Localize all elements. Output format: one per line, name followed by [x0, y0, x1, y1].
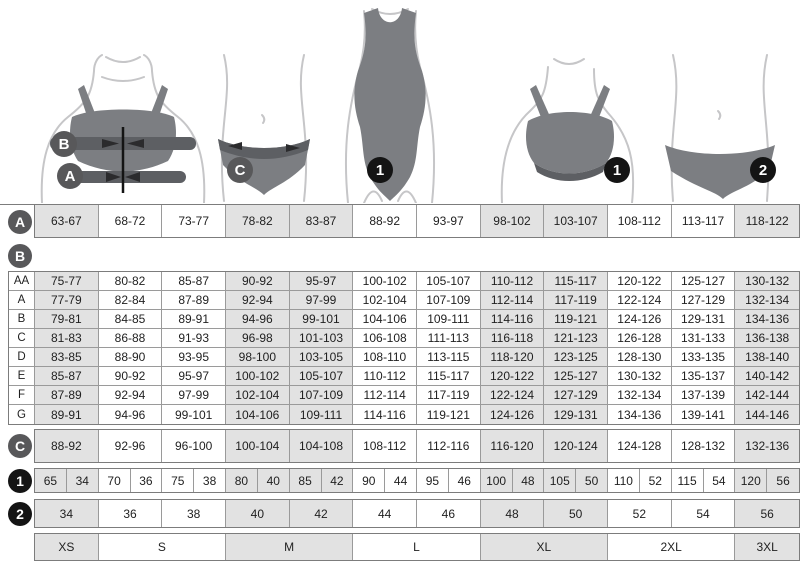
hips-cell: 116-120 [481, 430, 545, 462]
bust-cell: 129-131 [672, 310, 736, 328]
bust-cell: 100-102 [226, 367, 290, 385]
bust-cell: 123-125 [544, 348, 608, 366]
row-underbust [0, 205, 800, 238]
numeric-size-cell: 56 [735, 500, 799, 527]
intl-size-cell: S [99, 534, 226, 560]
bust-cell: 122-124 [481, 386, 545, 404]
hips-cell: 128-132 [672, 430, 736, 462]
figure-badge-2-panties: 2 [750, 157, 776, 183]
bust-cell: 89-91 [162, 310, 226, 328]
bust-cell: 132-134 [735, 291, 799, 309]
underbust-cell: 78-82 [226, 205, 290, 237]
cup-label: A [9, 291, 35, 309]
underbust-cell: 113-117 [672, 205, 736, 237]
intl-size-cell: XL [481, 534, 608, 560]
figure-badge-1-swimsuit: 1 [367, 157, 393, 183]
bra-size-cell: 34 [67, 469, 99, 492]
bust-cell: 113-115 [417, 348, 481, 366]
bra-size-cell: 95 [417, 469, 449, 492]
bra-size-cell: 54 [704, 469, 736, 492]
bust-cell: 84-85 [99, 310, 163, 328]
panties-illustration [645, 53, 795, 203]
bust-cell: 136-138 [735, 329, 799, 347]
bust-cell: 108-110 [353, 348, 417, 366]
bra-size-cell: 105 [544, 469, 576, 492]
underbust-cell: 68-72 [99, 205, 163, 237]
numeric-size-cell: 46 [417, 500, 481, 527]
bust-cell: 85-87 [35, 367, 99, 385]
bust-cell: 107-109 [417, 291, 481, 309]
bust-cell: 122-124 [608, 291, 672, 309]
bust-cell: 75-77 [35, 272, 99, 290]
bust-cell: 129-131 [544, 405, 608, 424]
bust-cell: 99-101 [162, 405, 226, 424]
row-numeric-sizes [0, 499, 800, 528]
bra-size-cell: 75 [162, 469, 194, 492]
bra-measurement-figure [28, 33, 218, 203]
badge-b-line [0, 240, 800, 271]
hips-cell: 104-108 [290, 430, 354, 462]
bra-size-cell: 56 [767, 469, 799, 492]
underbust-cell: 98-102 [481, 205, 545, 237]
cup-label: C [9, 329, 35, 347]
bust-cell: 90-92 [99, 367, 163, 385]
bust-cell: 79-81 [35, 310, 99, 328]
bust-cell: 104-106 [353, 310, 417, 328]
cup-label: E [9, 367, 35, 385]
bust-cell: 138-140 [735, 348, 799, 366]
intl-size-cell: 3XL [735, 534, 799, 560]
bra-size-cell: 38 [194, 469, 226, 492]
figure-badge-b: B [51, 131, 77, 157]
badge-b: B [8, 244, 32, 268]
bust-cell: 81-83 [35, 329, 99, 347]
bust-cell: 117-119 [544, 291, 608, 309]
bust-cell: 95-97 [290, 272, 354, 290]
cup-label: D [9, 348, 35, 366]
badge-a: A [8, 210, 32, 234]
underbust-cell: 103-107 [544, 205, 608, 237]
bust-cell: 110-112 [353, 367, 417, 385]
bust-cell: 132-134 [608, 386, 672, 404]
bra-size-cell: 65 [35, 469, 67, 492]
bust-cell: 127-129 [672, 291, 736, 309]
bust-cell: 134-136 [608, 405, 672, 424]
badge-2: 2 [8, 502, 32, 526]
underbust-cell: 73-77 [162, 205, 226, 237]
bust-cell: 133-135 [672, 348, 736, 366]
bust-cell: 120-122 [481, 367, 545, 385]
cup-row-f [9, 386, 799, 405]
bust-cell: 95-97 [162, 367, 226, 385]
bust-cell: 100-102 [353, 272, 417, 290]
underbust-cell: 108-112 [608, 205, 672, 237]
bust-cell: 125-127 [544, 367, 608, 385]
bust-cell: 120-122 [608, 272, 672, 290]
intl-sizes-row-grid [34, 533, 800, 561]
figure-badge-a: A [57, 163, 83, 189]
row-numeric-sizes-gutter [0, 499, 34, 528]
numeric-size-cell: 44 [353, 500, 417, 527]
bust-cell: 115-117 [544, 272, 608, 290]
underbust-cell: 93-97 [417, 205, 481, 237]
bra-size-cell: 46 [449, 469, 481, 492]
bust-cell: 77-79 [35, 291, 99, 309]
bra-size-cell: 50 [576, 469, 608, 492]
row-intl-sizes [0, 533, 800, 561]
bust-cell: 97-99 [290, 291, 354, 309]
bust-cell: 128-130 [608, 348, 672, 366]
cup-label: G [9, 405, 35, 424]
numeric-sizes-row-grid [34, 499, 800, 528]
bust-cell: 115-117 [417, 367, 481, 385]
hips-cell: 120-124 [544, 430, 608, 462]
bust-cell: 96-98 [226, 329, 290, 347]
hips-cell: 92-96 [99, 430, 163, 462]
bust-cell: 124-126 [481, 405, 545, 424]
cup-label: F [9, 386, 35, 404]
bust-cell: 92-94 [99, 386, 163, 404]
bra-size-cell: 90 [353, 469, 385, 492]
numeric-size-cell: 40 [226, 500, 290, 527]
hips-cell: 108-112 [353, 430, 417, 462]
row-bra-sizes-gutter [0, 468, 34, 493]
bust-cell: 121-123 [544, 329, 608, 347]
badge-1: 1 [8, 469, 32, 493]
bust-cell: 102-104 [226, 386, 290, 404]
bust-cell: 94-96 [226, 310, 290, 328]
underbust-row-grid [34, 205, 800, 238]
bust-cell: 87-89 [35, 386, 99, 404]
cup-row-e [9, 367, 799, 386]
bra-size-cell: 48 [513, 469, 545, 492]
intl-size-cell: XS [35, 534, 99, 560]
bust-cell: 98-100 [226, 348, 290, 366]
bust-cell: 131-133 [672, 329, 736, 347]
bust-cell: 117-119 [417, 386, 481, 404]
bust-cell: 130-132 [608, 367, 672, 385]
bra-size-cell: 40 [258, 469, 290, 492]
bust-cell: 106-108 [353, 329, 417, 347]
hips-cell: 100-104 [226, 430, 290, 462]
bust-cell: 127-129 [544, 386, 608, 404]
hips-row-grid [34, 429, 800, 463]
bust-cell: 110-112 [481, 272, 545, 290]
bra-size-cell: 100 [481, 469, 513, 492]
row-hips [0, 429, 800, 463]
bra-size-cell: 44 [385, 469, 417, 492]
cup-row-g [9, 405, 799, 424]
bust-cell: 91-93 [162, 329, 226, 347]
bust-cell: 114-116 [481, 310, 545, 328]
bust-cell: 87-89 [162, 291, 226, 309]
bra-size-cell: 85 [290, 469, 322, 492]
numeric-size-cell: 36 [99, 500, 163, 527]
bra-size-cell: 120 [735, 469, 767, 492]
bust-cell: 102-104 [353, 291, 417, 309]
bust-cell: 109-111 [290, 405, 354, 424]
numeric-size-cell: 50 [544, 500, 608, 527]
intl-size-cell: M [226, 534, 353, 560]
intl-size-cell: L [353, 534, 480, 560]
hips-cell: 124-128 [608, 430, 672, 462]
bust-cell: 105-107 [417, 272, 481, 290]
cup-row-c [9, 329, 799, 348]
bust-cell: 85-87 [162, 272, 226, 290]
hips-cell: 112-116 [417, 430, 481, 462]
bust-cell: 94-96 [99, 405, 163, 424]
bra-size-cell: 110 [608, 469, 640, 492]
underbust-cell: 118-122 [735, 205, 799, 237]
bust-cell: 101-103 [290, 329, 354, 347]
bust-cell: 119-121 [417, 405, 481, 424]
bust-cell: 114-116 [353, 405, 417, 424]
bust-cell: 88-90 [99, 348, 163, 366]
bust-cell: 89-91 [35, 405, 99, 424]
row-hips-gutter [0, 429, 34, 463]
bust-cell: 116-118 [481, 329, 545, 347]
bust-cell: 125-127 [672, 272, 736, 290]
bust-cell: 124-126 [608, 310, 672, 328]
bust-cell: 93-95 [162, 348, 226, 366]
bust-cell: 140-142 [735, 367, 799, 385]
cup-row-d [9, 348, 799, 367]
size-table-area [0, 205, 800, 561]
bust-cell: 107-109 [290, 386, 354, 404]
bust-cell: 83-85 [35, 348, 99, 366]
bust-cell: 105-107 [290, 367, 354, 385]
bust-cell: 112-114 [481, 291, 545, 309]
underbust-cell: 83-87 [290, 205, 354, 237]
cup-row-b [9, 310, 799, 329]
bust-cell: 135-137 [672, 367, 736, 385]
bust-cell: 86-88 [99, 329, 163, 347]
bust-cell: 99-101 [290, 310, 354, 328]
bust-cell: 134-136 [735, 310, 799, 328]
panties-figure [645, 53, 795, 203]
row-bra-sizes [0, 468, 800, 493]
row-underbust-gutter [0, 205, 34, 238]
hips-cell: 132-136 [735, 430, 799, 462]
measurement-figures-strip [0, 0, 800, 205]
bra-sizes-row-grid [34, 468, 800, 493]
bust-cell: 82-84 [99, 291, 163, 309]
figure-badge-c: C [227, 157, 253, 183]
bra-size-cell: 42 [322, 469, 354, 492]
underbust-cell: 63-67 [35, 205, 99, 237]
bust-cell: 103-105 [290, 348, 354, 366]
bra-size-cell: 52 [640, 469, 672, 492]
underbust-cell: 88-92 [353, 205, 417, 237]
bust-cell: 126-128 [608, 329, 672, 347]
numeric-size-cell: 54 [672, 500, 736, 527]
swimsuit-figure [300, 3, 480, 203]
hips-cell: 96-100 [162, 430, 226, 462]
bust-cell: 144-146 [735, 405, 799, 424]
bust-cell: 90-92 [226, 272, 290, 290]
bust-cell: 97-99 [162, 386, 226, 404]
bust-cell: 139-141 [672, 405, 736, 424]
numeric-size-cell: 34 [35, 500, 99, 527]
bust-cell: 112-114 [353, 386, 417, 404]
bra-size-cell: 80 [226, 469, 258, 492]
cup-row-aa [9, 272, 799, 291]
numeric-size-cell: 38 [162, 500, 226, 527]
cup-label: B [9, 310, 35, 328]
badge-c: C [8, 434, 32, 458]
intl-size-cell: 2XL [608, 534, 735, 560]
row-intl-sizes-gutter [0, 533, 34, 561]
bust-cell: 118-120 [481, 348, 545, 366]
bust-cell: 109-111 [417, 310, 481, 328]
bust-cell: 92-94 [226, 291, 290, 309]
bra-figure [488, 51, 645, 203]
bust-cell: 80-82 [99, 272, 163, 290]
bust-cell: 142-144 [735, 386, 799, 404]
numeric-size-cell: 48 [481, 500, 545, 527]
bust-cup-table [8, 271, 800, 425]
hips-cell: 88-92 [35, 430, 99, 462]
bra-size-cell: 36 [131, 469, 163, 492]
numeric-size-cell: 42 [290, 500, 354, 527]
bust-cell: 137-139 [672, 386, 736, 404]
figure-badge-1-bra: 1 [604, 157, 630, 183]
bust-cell: 111-113 [417, 329, 481, 347]
bust-cell: 130-132 [735, 272, 799, 290]
bust-cell: 104-106 [226, 405, 290, 424]
bust-cell: 119-121 [544, 310, 608, 328]
bra-size-cell: 115 [672, 469, 704, 492]
cup-label: AA [9, 272, 35, 290]
numeric-size-cell: 52 [608, 500, 672, 527]
bra-size-cell: 70 [99, 469, 131, 492]
cup-row-a [9, 291, 799, 310]
